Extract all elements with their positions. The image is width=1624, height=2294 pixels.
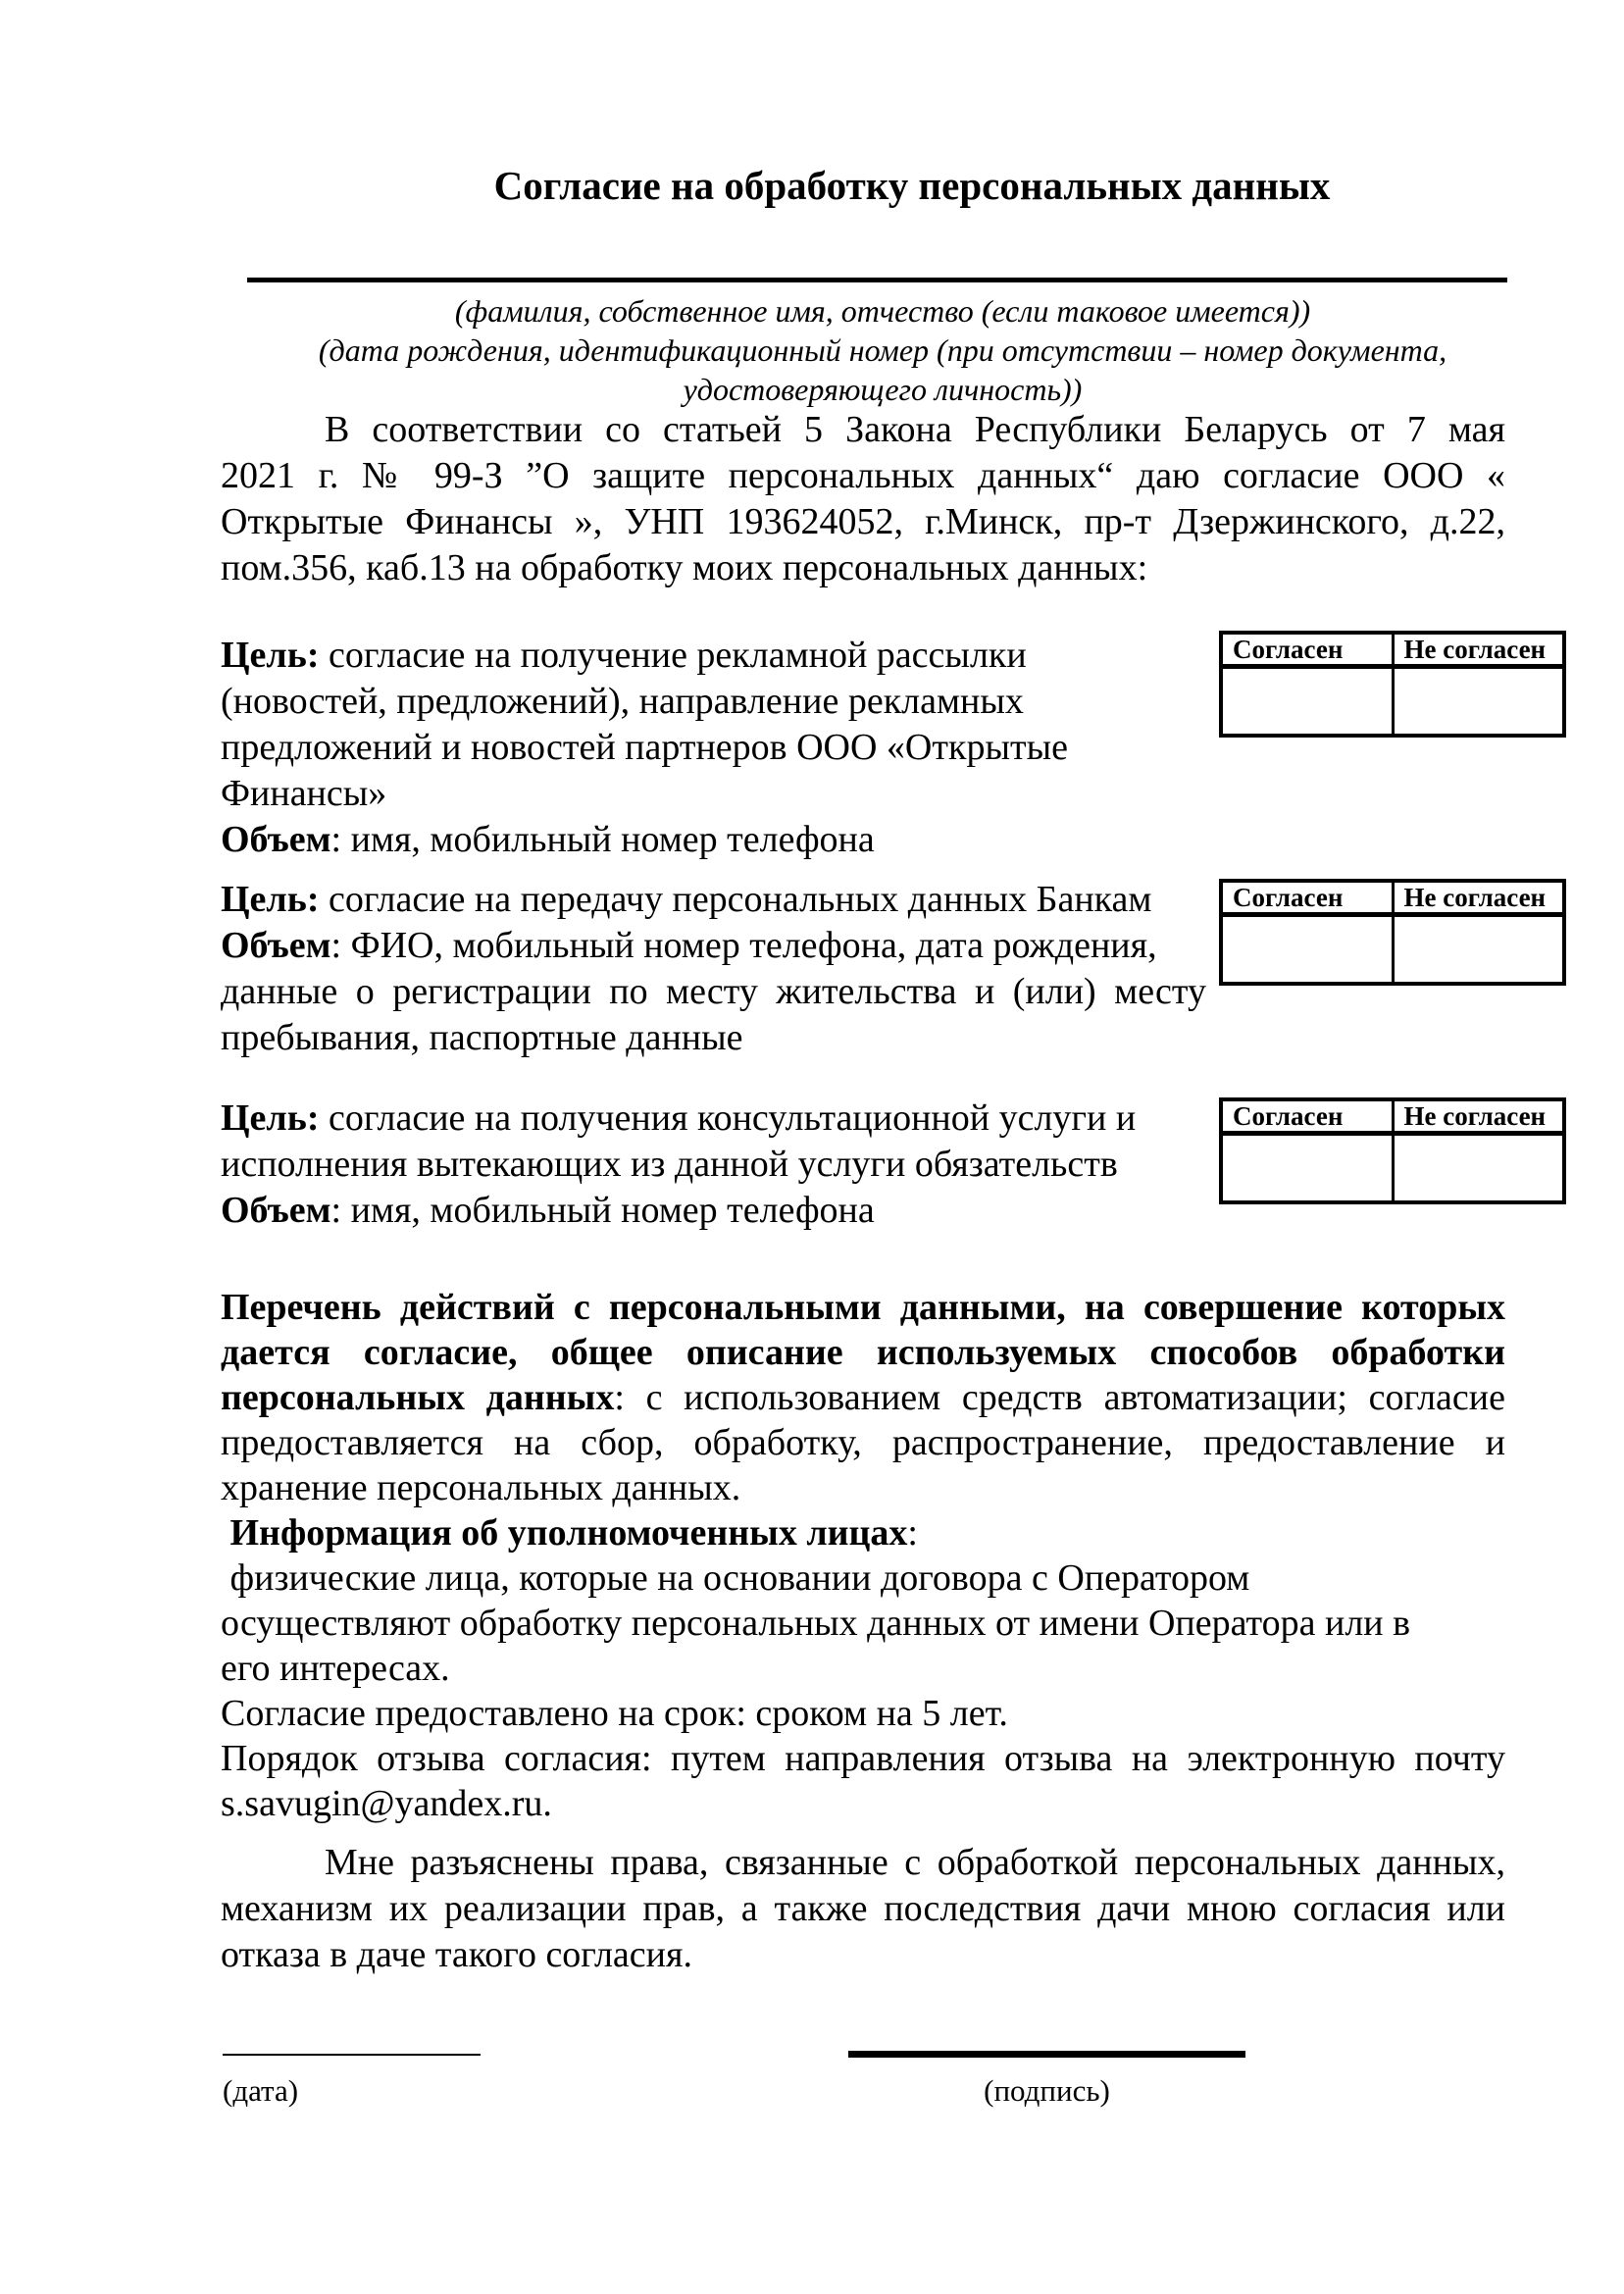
consent-2-table-body: [1223, 917, 1562, 982]
hint-birth-id-1: (дата рождения, идентификационный номер (при отсутствии – номер документа,: [318, 332, 1447, 368]
disagree-cell[interactable]: [1395, 1136, 1563, 1200]
signature-label: (подпись): [984, 2073, 1110, 2108]
agree-cell[interactable]: [1223, 669, 1395, 734]
consent-1-scope: [221, 817, 1206, 863]
authorized-heading-colon: :: [907, 1512, 918, 1554]
intro-line: Открытые Финансы », УНП 193624052, г.Минск, пр-т Дзержинского, д.22,: [221, 501, 1505, 542]
actions-line: дается согласие, общее описание используемых способов обработки: [221, 1332, 1505, 1373]
consent-1-text: [221, 633, 1206, 863]
purpose-label: Цель:: [221, 1097, 320, 1139]
rights-line: отказа в даче такого согласия.: [221, 1934, 692, 1975]
rights-paragraph: [221, 1840, 1505, 1978]
signature-line[interactable]: [848, 2051, 1245, 2058]
intro-paragraph: [221, 407, 1505, 591]
actions-bold-part: персональных данных: [221, 1377, 615, 1418]
actions-line: хранение персональных данных.: [221, 1467, 741, 1508]
hint-fio: (фамилия, собственное имя, отчество (если таковое имеется)): [454, 293, 1311, 329]
consent-1-line: Финансы»: [221, 773, 387, 814]
consent-3-scope: [221, 1188, 1211, 1234]
disagree-header: Не согласен: [1403, 883, 1547, 912]
name-line-hints: [260, 291, 1505, 409]
date-label: (дата): [223, 2073, 299, 2108]
scope-text: : ФИО, мобильный номер телефона, дата рождения,: [330, 925, 1157, 966]
consent-3-line: исполнения вытекающих из данной услуги обязательств: [221, 1144, 1118, 1185]
consent-2-purpose: [221, 877, 1206, 923]
consent-3-purpose: [221, 1096, 1211, 1142]
purpose-text: согласие на передачу персональных данных Банкам: [319, 879, 1152, 920]
page-title: Согласие на обработку персональных данных: [493, 163, 1331, 208]
authorized-heading-bold: Информация об уполномоченных лицах: [221, 1512, 908, 1554]
revocation-email-line: s.savugin@yandex.ru.: [221, 1783, 552, 1824]
authorized-line: осуществляют обработку персональных данных от имени Оператора или в: [221, 1603, 1411, 1644]
actions-line: Перечень действий с персональными данными, на совершение которых: [221, 1287, 1505, 1328]
purpose-label: Цель:: [221, 879, 320, 920]
consent-2-table-header: [1223, 883, 1562, 917]
actions-line: [221, 1375, 1505, 1420]
consent-2-line: данные о регистрации по месту жительства и (или) месту: [221, 971, 1206, 1012]
purpose-text: согласие на получения консультационной услуги и: [319, 1097, 1137, 1139]
consent-3-text: [221, 1096, 1211, 1234]
scope-text: : имя, мобильный номер телефона: [330, 1190, 875, 1231]
consent-2-scope: [221, 923, 1206, 969]
consent-1-line: (новостей, предложений), направление рекламных: [221, 681, 1024, 722]
intro-line: В соответствии со статьей 5 Закона Республики Беларусь от 7 мая: [325, 409, 1505, 450]
agree-cell[interactable]: [1223, 1136, 1395, 1200]
authorized-line: его интересах.: [221, 1648, 450, 1689]
disagree-header: Не согласен: [1403, 635, 1547, 664]
date-signature-line[interactable]: [223, 2054, 481, 2056]
rights-line: Мне разъяснены права, связанные с обработкой персональных данных,: [325, 1842, 1505, 1883]
consent-2-line: пребывания, паспортные данные: [221, 1017, 743, 1058]
hint-birth-id-2: удостоверяющего личность)): [683, 372, 1083, 407]
disagree-cell[interactable]: [1395, 917, 1563, 982]
authorized-line: физические лица, которые на основании договора с Оператором: [221, 1557, 1250, 1599]
agree-header: Согласен: [1223, 883, 1395, 912]
actions-line: предоставляется на сбор, обработку, распространение, предоставление и: [221, 1422, 1505, 1463]
scope-label: Объем: [221, 1190, 331, 1231]
disagree-header: Не согласен: [1403, 1101, 1547, 1131]
purpose-text: согласие на получение рекламной рассылки: [319, 635, 1027, 676]
intro-line: пом.356, каб.13 на обработку моих персональных данных:: [221, 547, 1148, 588]
consent-1-table-header: [1223, 635, 1562, 669]
full-name-line[interactable]: [247, 278, 1507, 282]
authorized-heading: [221, 1510, 1505, 1555]
intro-line: 2021 г. № 99-З ”О защите персональных данных“ даю согласие ООО «: [221, 455, 1505, 496]
consent-3-table-body: [1223, 1136, 1562, 1200]
agree-header: Согласен: [1223, 635, 1395, 664]
scope-label: Объем: [221, 819, 331, 860]
consent-1-purpose: [221, 633, 1206, 679]
term-line: Согласие предоставлено на срок: сроком на 5 лет.: [221, 1693, 1008, 1734]
consent-3-table-header: [1223, 1101, 1562, 1136]
consent-3-table: [1219, 1097, 1566, 1204]
processing-details: [221, 1285, 1505, 1826]
scope-label: Объем: [221, 925, 331, 966]
agree-cell[interactable]: [1223, 917, 1395, 982]
agree-header: Согласен: [1223, 1101, 1395, 1131]
actions-regular-part: : с использованием средств автоматизации; согласие: [614, 1377, 1505, 1418]
disagree-cell[interactable]: [1395, 669, 1563, 734]
revocation-line: Порядок отзыва согласия: путем направления отзыва на электронную почту: [221, 1738, 1505, 1779]
purpose-label: Цель:: [221, 635, 320, 676]
scope-text: : имя, мобильный номер телефона: [330, 819, 875, 860]
consent-2-table: [1219, 879, 1566, 986]
consent-1-table-body: [1223, 669, 1562, 734]
consent-1-line: предложений и новостей партнеров ООО «Открытые: [221, 727, 1068, 768]
consent-2-text: [221, 877, 1206, 1061]
consent-1-table: [1219, 631, 1566, 738]
rights-line: механизм их реализации прав, а также последствия дачи мною согласия или: [221, 1888, 1505, 1929]
